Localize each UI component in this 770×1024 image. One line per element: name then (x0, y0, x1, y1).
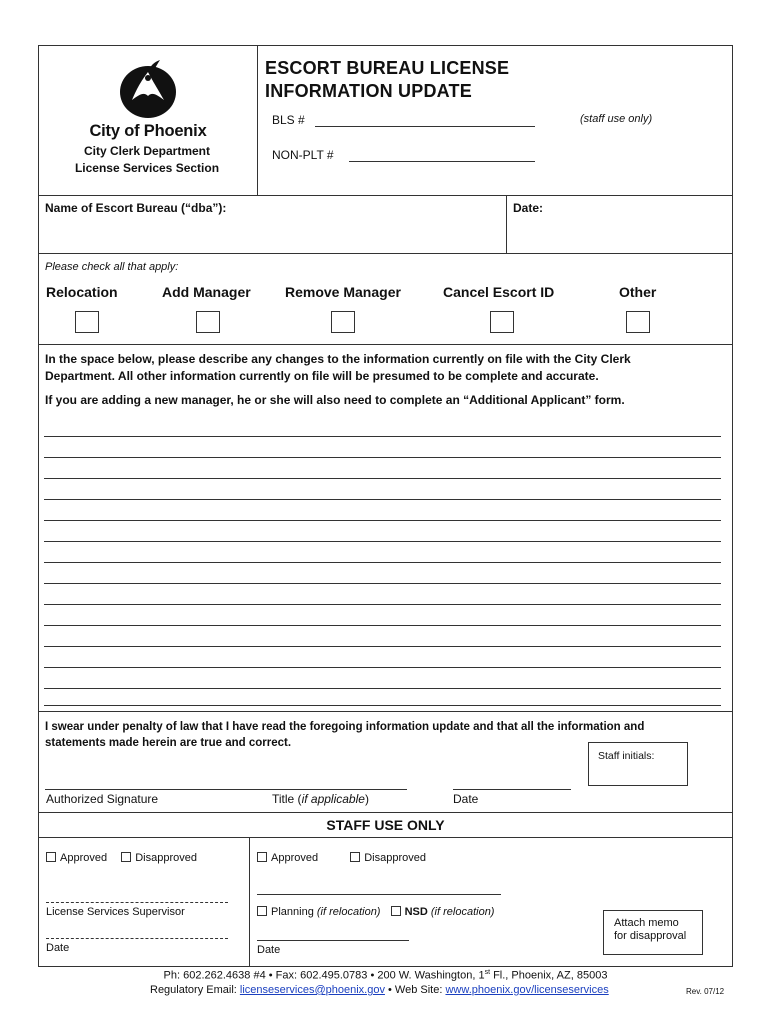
description-line[interactable] (44, 583, 721, 584)
department-name: City Clerk Department (83, 144, 211, 158)
description-line[interactable] (44, 705, 721, 706)
description-line[interactable] (44, 520, 721, 521)
staff-initials-box[interactable] (588, 742, 688, 786)
option-cancel-escort-id-label: Cancel Escort ID (443, 284, 555, 300)
right-disapproved-checkbox[interactable] (350, 852, 360, 862)
oath-date-label: Date (453, 792, 479, 806)
right-approved-checkbox[interactable] (257, 852, 267, 862)
left-approved-checkbox[interactable] (46, 852, 56, 862)
option-add-manager-label: Add Manager (162, 284, 251, 300)
staff-use-heading: STAFF USE ONLY (326, 817, 445, 833)
staff-initials-label: Staff initials: (598, 750, 655, 762)
section-name: License Services Section (74, 161, 220, 175)
signature-label: Authorized Signature (46, 792, 159, 806)
option-other-label: Other (619, 284, 657, 300)
other-checkbox[interactable] (626, 311, 650, 333)
oath-top-rule (38, 711, 733, 712)
memo-line-2: for disapproval (614, 930, 687, 942)
staff-divider (249, 837, 250, 967)
website-link[interactable]: www.phoenix.gov/licenseservices (445, 984, 609, 996)
description-line[interactable] (44, 562, 721, 563)
right-signature-line[interactable] (257, 894, 501, 895)
description-line[interactable] (44, 457, 721, 458)
escort-bureau-name-field[interactable] (45, 216, 500, 250)
staff-use-only-note: (staff use only) (580, 113, 653, 125)
email-link[interactable]: licenseservices@phoenix.gov (239, 984, 385, 996)
supervisor-signature-line[interactable] (46, 902, 228, 903)
left-approval-row: Approved Disapproved (46, 852, 197, 864)
header-bottom-rule (38, 195, 733, 196)
memo-line-1: Attach memo (614, 917, 679, 929)
attach-memo-box (603, 910, 703, 955)
left-disapproved-checkbox[interactable] (121, 852, 131, 862)
staff-heading-bottom-rule (38, 837, 733, 838)
checks-bottom-rule (38, 344, 733, 345)
relocation-checkbox[interactable] (75, 311, 99, 333)
name-row-bottom-rule (38, 253, 733, 254)
description-line[interactable] (44, 436, 721, 437)
supervisor-date-line[interactable] (46, 938, 228, 939)
description-line[interactable] (44, 478, 721, 479)
option-remove-manager-label: Remove Manager (285, 284, 401, 300)
description-line[interactable] (44, 625, 721, 626)
right-approval-row: Approved Disapproved (257, 852, 426, 864)
description-line[interactable] (44, 646, 721, 647)
nonplt-label: NON-PLT # (272, 148, 334, 162)
add-manager-checkbox[interactable] (196, 311, 220, 333)
description-instruction-2: Department. All other information currently on file will be presumed to be complete and accurate. (45, 369, 599, 383)
staff-heading-top-rule (38, 812, 733, 813)
cancel-escort-id-checkbox[interactable] (490, 311, 514, 333)
footer-contact: Ph: 602.262.4638 #4 • Fax: 602.495.0783 • 200 W. Washington, 1st Fl., Phoenix, AZ, 85003 (163, 969, 608, 982)
check-instruction: Please check all that apply: (45, 261, 179, 273)
description-line[interactable] (44, 541, 721, 542)
signature-line[interactable] (45, 789, 407, 790)
planning-checkbox[interactable] (257, 906, 267, 916)
form-title-line1: ESCORT BUREAU LICENSE (265, 58, 510, 78)
remove-manager-checkbox[interactable] (331, 311, 355, 333)
footer-links: Regulatory Email: licenseservices@phoenix.gov • Web Site: www.phoenix.gov/licenseservices (150, 984, 609, 996)
phoenix-bird-icon (112, 56, 184, 122)
description-line[interactable] (44, 688, 721, 689)
oath-text-1: I swear under penalty of law that I have read the foregoing information update and that all the information and (45, 721, 645, 733)
oath-date-line[interactable] (453, 789, 571, 790)
option-relocation-label: Relocation (46, 284, 118, 300)
title-label: Title (if applicable) (272, 792, 369, 806)
description-instruction-1: In the space below, please describe any changes to the information currently on file with the City Clerk (45, 352, 631, 366)
city-logo (112, 56, 184, 122)
oath-text-2: statements made herein are true and correct. (45, 737, 292, 749)
right-date-label: Date (257, 944, 281, 956)
supervisor-label: License Services Supervisor (46, 906, 185, 918)
nonplt-field[interactable] (349, 161, 535, 162)
form-title-line2: INFORMATION UPDATE (265, 81, 472, 101)
date-field[interactable] (513, 216, 727, 250)
escort-bureau-name-label: Name of Escort Bureau (“dba”): (45, 201, 227, 215)
left-date-label: Date (46, 942, 70, 954)
description-line[interactable] (44, 604, 721, 605)
bls-label: BLS # (272, 113, 305, 127)
date-label: Date: (513, 201, 544, 215)
revision-label: Rev. 07/12 (686, 987, 725, 996)
header-divider (257, 45, 258, 195)
planning-row: Planning (if relocation) NSD (if relocation) (257, 906, 494, 918)
right-date-line[interactable] (257, 940, 409, 941)
nsd-checkbox[interactable] (391, 906, 401, 916)
description-line[interactable] (44, 499, 721, 500)
date-divider (506, 195, 507, 253)
city-name: City of Phoenix (89, 122, 207, 140)
bls-field[interactable] (315, 126, 535, 127)
description-instruction-3: If you are adding a new manager, he or she will also need to complete an “Additional Applicant” form. (45, 393, 625, 407)
description-line[interactable] (44, 667, 721, 668)
